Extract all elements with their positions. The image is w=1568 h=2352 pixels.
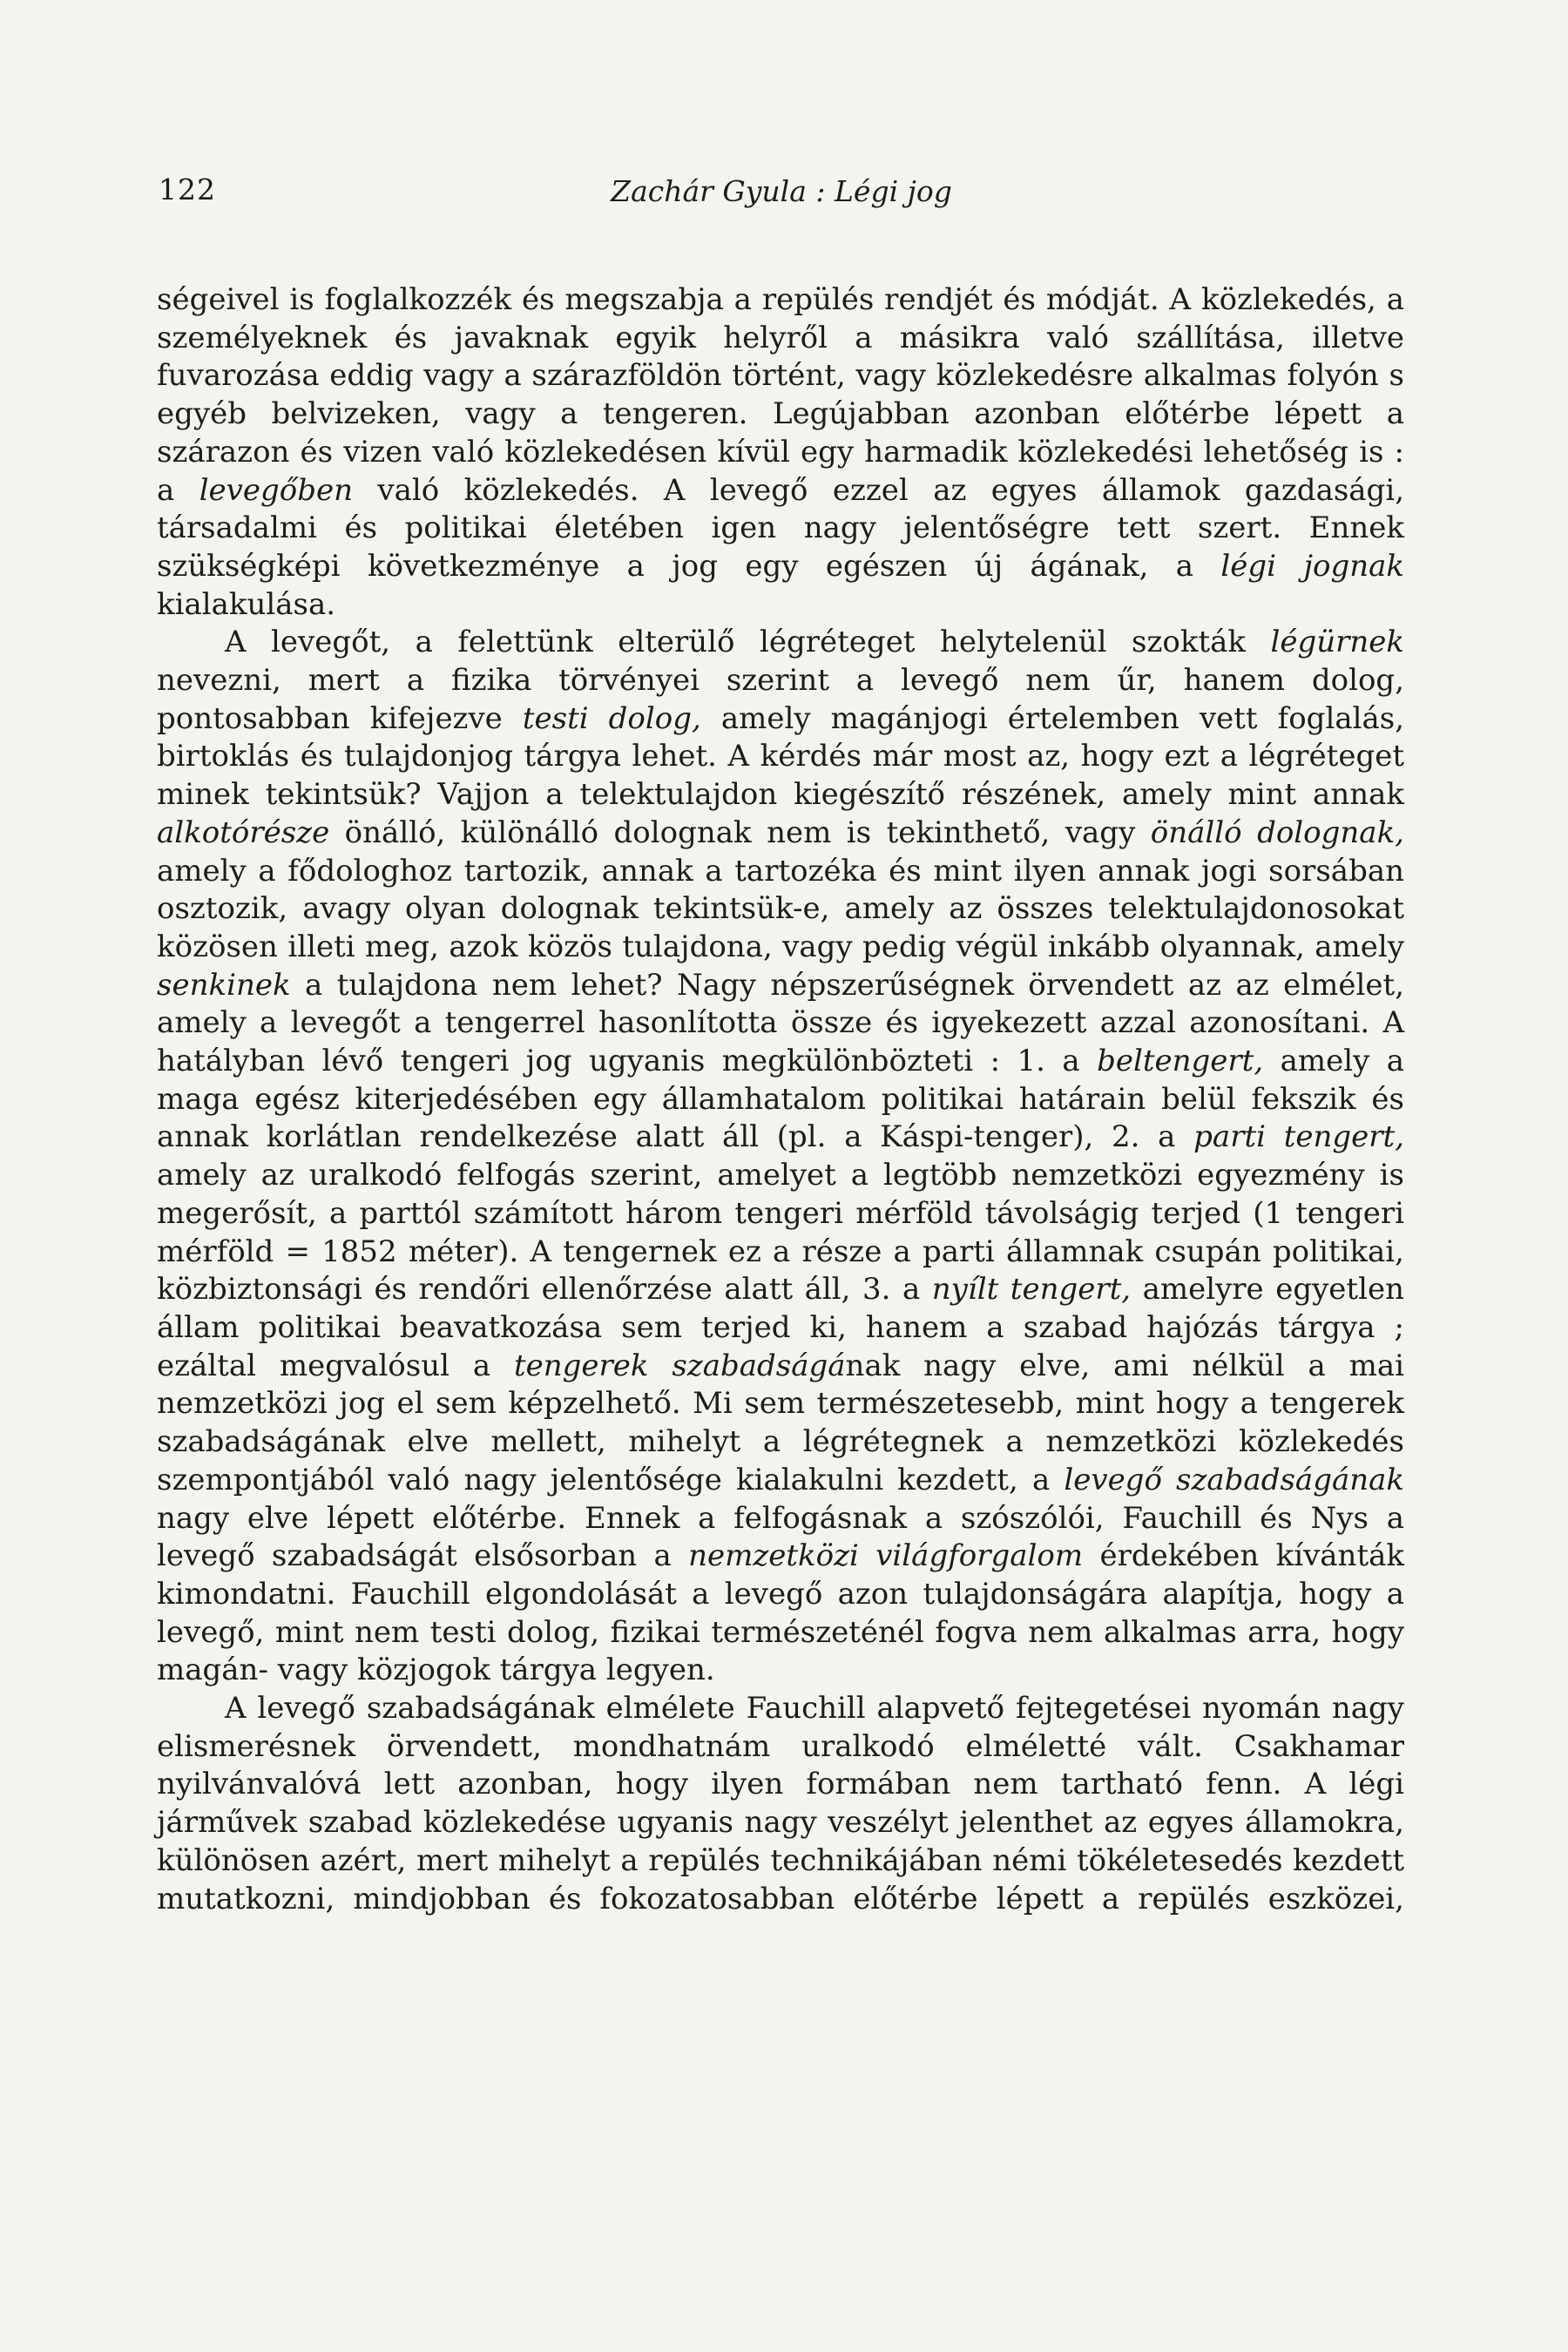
emphasized-text: légi jognak xyxy=(1220,548,1404,584)
emphasized-text: parti tengert, xyxy=(1193,1119,1404,1155)
emphasized-text: légürnek xyxy=(1270,625,1404,660)
emphasized-text: tengerek szabadságá xyxy=(513,1348,846,1383)
text-run: kialakulása. xyxy=(157,586,336,622)
page-number: 122 xyxy=(159,172,216,206)
text-run: nevezni, mert a fizika törvényei szerint a levegő nem űr, hanem dolog, pontosabban kifejezve xyxy=(157,663,1404,736)
text-run: önálló, különálló dolognak nem is tekinthető, vagy xyxy=(329,814,1151,850)
emphasized-text: nyílt tengert, xyxy=(931,1272,1132,1308)
body-text xyxy=(157,281,1404,1918)
paragraph xyxy=(157,281,1404,624)
text-run: A levegőt, a felettünk elterülő légréteget helytelenül szokták xyxy=(225,625,1271,660)
text-run: ségeivel is foglalkozzék és megszabja a repülés rendjét és módját. A közlekedés, a személyeknek és javaknak egyik helyről a másikra való szállítása, illetve fuvarozása eddig vagy a szárazföldön történt, vagy közlekedésre alkalmas folyón s egyéb belvizeken, vagy a tengeren. Legújabban azonban előtérbe lépett a szárazon és vizen való közlekedésen kívül egy harmadik közlekedési lehetőség is : a xyxy=(157,282,1404,508)
text-run: A levegő szabadságának elmélete Fauchill alapvető fejtegetései nyomán nagy elismerésnek örvendett, mondhatnám uralkodó elméletté vált. Csakhamar nyilvánvalóvá lett azonban, hogy ilyen formában nem tartható fenn. A légi járművek szabad közlekedése ugyanis nagy veszélyt jelenthet az egyes államokra, különösen azért, mert mihelyt a repülés technikájában némi tökéletesedés kezdett mutatkozni, mindjobban és fokozatosabban előtérbe lépett a repülés eszközei, xyxy=(157,1691,1404,1916)
emphasized-text: senkinek xyxy=(157,967,291,1003)
text-run: amely a fődologhoz tartozik, annak a tartozéka és mint ilyen annak jogi sorsában osztozik, avagy olyan dolognak tekintsük-e, amely az összes telektulajdonosokat közösen illeti meg, azok közös tulajdona, vagy pedig végül inkább olyannak, amely xyxy=(157,853,1404,964)
text-run: érdekében kívánták kimondatni. Fauchill elgondolását a levegő azon tulajdonságára alapítja, hogy a levegő, mint nem testi dolog, fizikai természeténél fogva nem alkalmas arra, hogy magán- vagy közjogok tárgya legyen. xyxy=(157,1538,1404,1688)
text-run: nagy elve lépett előtérbe. Ennek a felfogásnak a szószólói, Fauchill és Nys a levegő szabadságát elsősorban a xyxy=(157,1500,1404,1574)
text-run: a tulajdona nem lehet? Nagy népszerűségnek örvendett az az elmélet, amely a levegőt a tengerrel hasonlította össze és igyekezett azzal azonosítani. A hatályban lévő tengeri jog ugyanis megkülönbözteti : 1. a xyxy=(157,967,1404,1079)
emphasized-text: beltengert, xyxy=(1097,1044,1264,1079)
emphasized-text: nemzetközi világforgalom xyxy=(688,1538,1084,1574)
text-run: amely magánjogi értelemben vett foglalás, birtoklás és tulajdonjog tárgya lehet. A kérdés már most az, hogy ezt a légréteget minek tekintsük? Vajjon a telektulajdon kiegészítő részének, amely mint annak xyxy=(157,700,1404,813)
running-head: Zachár Gyula : Légi jog xyxy=(611,174,952,208)
emphasized-text: alkotórésze xyxy=(157,814,330,850)
text-run: amely az uralkodó felfogás szerint, amelyet a legtöbb nemzetközi egyezmény is megerősít, a parttól számított három tengeri mérföld távolságig terjed (1 tengeri mérföld = 1852 méter). A tengernek ez a része a parti államnak csupán politikai, közbiztonsági és rendőri ellenőrzése alatt áll, 3. a xyxy=(157,1158,1404,1308)
text-run: való közlekedés. A levegő ezzel az egyes államok gazdasági, társadalmi és politikai életében igen nagy jelentőségre tett szert. Ennek szükségképi következménye a jog egy egészen új ágának, a xyxy=(157,472,1405,584)
emphasized-text: testi dolog, xyxy=(522,700,701,736)
emphasized-text: önálló dolognak, xyxy=(1150,814,1404,850)
text-run: amelyre egyetlen állam politikai beavatkozása sem terjed ki, hanem a szabad hajózás tárgya ; ezáltal megvalósul a xyxy=(157,1272,1404,1383)
page-header xyxy=(159,172,1404,216)
paragraph xyxy=(157,1690,1404,1918)
emphasized-text: levegőben xyxy=(199,472,354,508)
text-run: amely a maga egész kiterjedésében egy államhatalom politikai határain belül fekszik és annak korlátlan rendelkezése alatt áll (pl. a Káspi-tenger), 2. a xyxy=(157,1044,1405,1155)
paragraph xyxy=(157,624,1404,1690)
emphasized-text: levegő szabadságának xyxy=(1064,1462,1404,1497)
text-run: nak nagy elve, ami nélkül a mai nemzetközi jog el sem képzelhető. Mi sem természetesebb, mint hogy a tengerek szabadságának elve mellett, mihelyt a légrétegnek a nemzetközi közlekedés szempontjából való nagy jelentősége kialakulni kezdett, a xyxy=(157,1348,1404,1497)
